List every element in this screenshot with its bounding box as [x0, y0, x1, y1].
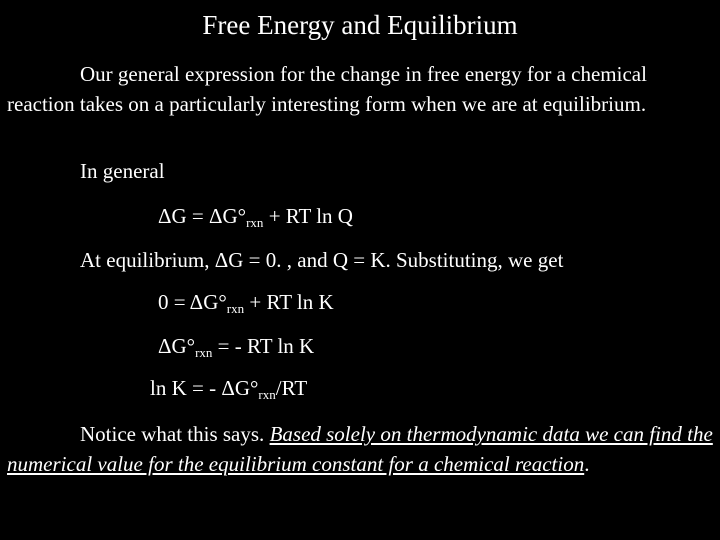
- equation-subscript: rxn: [258, 387, 276, 402]
- intro-paragraph: Our general expression for the change in free energy for a chemical reaction takes on a particularly interesting form when we are at equilibrium.: [7, 62, 647, 116]
- equation-subscript: rxn: [195, 345, 213, 360]
- notice-paragraph: [7, 419, 715, 479]
- equation-rhs: /RT: [275, 376, 308, 400]
- equation-zero: [158, 287, 334, 317]
- equation-standard-delta-g: [158, 331, 314, 361]
- equation-lhs: ΔG = ΔG°: [158, 204, 247, 228]
- notice-emphasis: Based solely on thermodynamic data we can find the numerical value for the equilibrium constant for a chemical reaction: [7, 422, 713, 476]
- notice-end: .: [584, 452, 590, 476]
- slide-title: Free Energy and Equilibrium: [202, 10, 518, 40]
- equation-rhs: + RT ln Q: [263, 204, 353, 228]
- equation-rhs: + RT ln K: [244, 290, 334, 314]
- at-equilibrium-text: At equilibrium, ΔG = 0. , and Q = K. Substituting, we get: [80, 248, 564, 272]
- notice-lead: Notice what this says.: [80, 422, 270, 446]
- equation-subscript: rxn: [246, 215, 264, 230]
- equation-lhs: ln K = - ΔG°: [150, 376, 259, 400]
- equation-rhs: = - RT ln K: [212, 334, 315, 358]
- in-general-text: In general: [80, 159, 165, 183]
- equation-ln-k: [150, 373, 307, 403]
- equation-delta-g: [158, 201, 353, 231]
- equation-lhs: ΔG°: [158, 334, 196, 358]
- equation-subscript: rxn: [226, 301, 245, 316]
- equation-lhs: 0 = ΔG°: [158, 290, 227, 314]
